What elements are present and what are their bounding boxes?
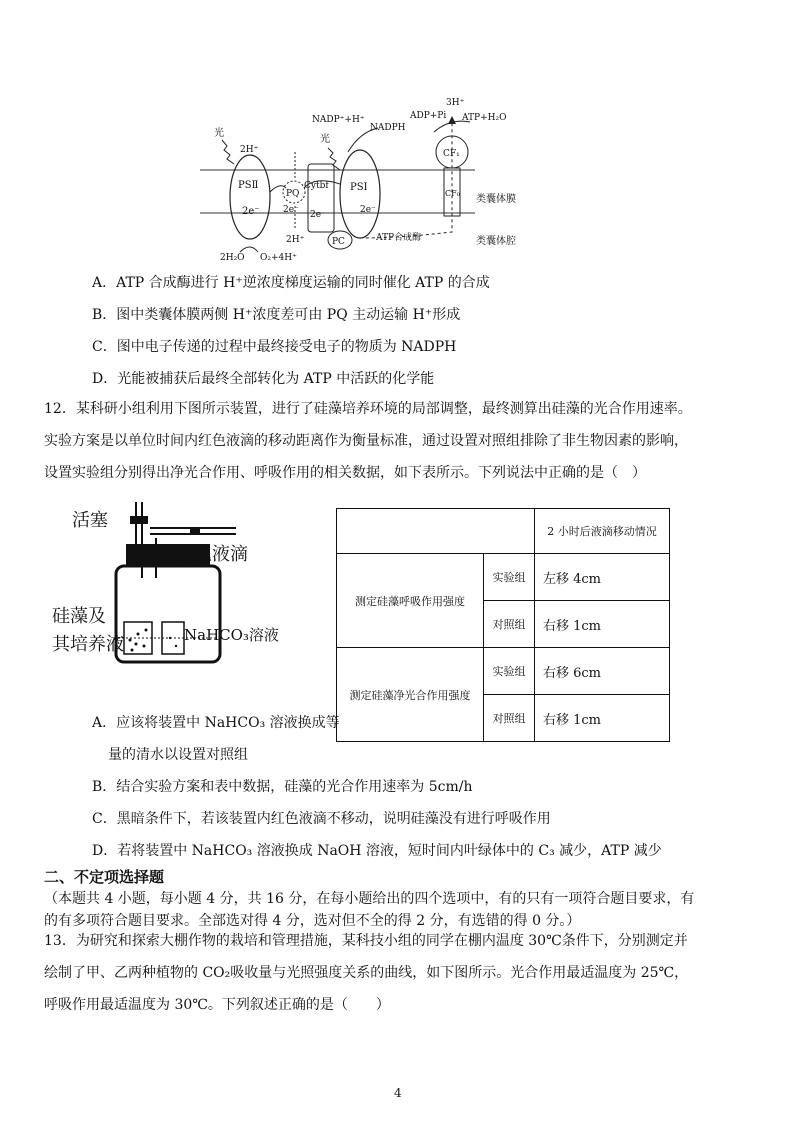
light1-label: 光 bbox=[214, 128, 224, 139]
q11-option-c: C．图中电子传递的过程中最终接受电子的物质为 NADPH bbox=[92, 339, 457, 355]
row-value: 右移 1cm bbox=[535, 601, 670, 648]
e-cyt-label: 2e⁻ bbox=[310, 210, 326, 220]
three-h-label: 3H⁺ bbox=[446, 98, 465, 108]
cf0-label: CF₀ bbox=[445, 189, 460, 198]
group-name: 测定硅藻呼吸作用强度 bbox=[337, 554, 484, 648]
valve-label: 活塞 bbox=[72, 510, 108, 531]
e-ps1-label: 2e⁻ bbox=[360, 205, 376, 215]
section-title: 二、不定项选择题 bbox=[44, 868, 165, 886]
two-h-top-label: 2H⁺ bbox=[240, 145, 259, 155]
section-note-1: （本题共 4 小题，每小题 4 分，共 16 分，在每小题给出的四个选项中，有的只有一项符合题目要求，有 bbox=[44, 891, 695, 907]
atp-h2o-label: ATP+H₂O bbox=[462, 113, 507, 123]
h2o-label: 2H₂O bbox=[220, 253, 245, 263]
row-value: 右移 1cm bbox=[535, 695, 670, 742]
cf1-label: CF₁ bbox=[443, 149, 460, 159]
solution-label: NaHCO₃溶液 bbox=[184, 626, 279, 644]
ps1-label: PSⅠ bbox=[350, 182, 368, 193]
page-number: 4 bbox=[394, 1086, 402, 1100]
q13-line-1: 13．为研究和探索大棚作物的栽培和管理措施，某科技小组的同学在棚内温度 30℃条件下，分别测定并 bbox=[44, 933, 688, 949]
row-value: 左移 4cm bbox=[535, 554, 670, 601]
table-header: 2 小时后液滴移动情况 bbox=[535, 509, 670, 554]
q12-option-a-cont: 量的清水以设置对照组 bbox=[108, 747, 248, 763]
table-row bbox=[337, 648, 670, 695]
q12-option-b: B．结合实验方案和表中数据，硅藻的光合作用速率为 5cm/h bbox=[92, 779, 473, 795]
cytbf-label: Cytbf bbox=[304, 181, 329, 191]
q12-line-3: 设置实验组分别得出净光合作用、呼吸作用的相关数据，如下表所示。下列说法中正确的是（ ） bbox=[44, 465, 646, 481]
row-type: 对照组 bbox=[484, 695, 535, 742]
row-type: 实验组 bbox=[484, 554, 535, 601]
e-pq-label: 2e⁻ bbox=[283, 205, 299, 215]
adp-pi-label: ADP+Pi bbox=[410, 111, 447, 121]
light2-label: 光 bbox=[320, 134, 330, 145]
atp-synthase-label: ATP合成酶 bbox=[376, 233, 422, 243]
group-name: 测定硅藻净光合作用强度 bbox=[337, 648, 484, 742]
q13-line-2: 绘制了甲、乙两种植物的 CO₂吸收量与光照强度关系的曲线，如下图所示。光合作用最适温度为 25℃， bbox=[44, 965, 689, 981]
row-type: 实验组 bbox=[484, 648, 535, 695]
table-row bbox=[337, 554, 670, 601]
ps2-label: PSⅡ bbox=[238, 180, 259, 191]
pq-label: PQ bbox=[286, 189, 300, 199]
q11-option-d: D．光能被捕获后最终全部转化为 ATP 中活跃的化学能 bbox=[92, 371, 435, 387]
o2-label: O₂+4H⁺ bbox=[260, 253, 297, 263]
red-drop-mark bbox=[190, 528, 200, 534]
q12-option-a: A．应该将装置中 NaHCO₃ 溶液换成等 bbox=[92, 715, 340, 731]
bottle-body bbox=[116, 566, 220, 662]
q13-line-3: 呼吸作用最适温度为 30℃。下列叙述正确的是（ ） bbox=[44, 997, 390, 1013]
membrane-label: 类囊体膜 bbox=[476, 194, 516, 205]
section-note-2: 的有多项符合题目要求。全部选对得 4 分，选对但不全的得 2 分，有选错的得 0 分。） bbox=[44, 913, 581, 929]
q11-option-a: A．ATP 合成酶进行 H⁺逆浓度梯度运输的同时催化 ATP 的合成 bbox=[92, 275, 490, 291]
pc-label: PC bbox=[332, 237, 345, 247]
e-ps2-label: 2e⁻ bbox=[242, 206, 260, 217]
nadph-label: NADPH bbox=[370, 123, 406, 133]
q12-line-1: 12．某科研小组利用下图所示装置，进行了硅藻培养环境的局部调整，最终测算出硅藻的光合作用速率。 bbox=[44, 401, 692, 417]
algae-label-1: 硅藻及 bbox=[52, 606, 106, 627]
nadp-h-label: NADP⁺+H⁺ bbox=[312, 115, 365, 125]
red-drop-label: 红色液滴 bbox=[176, 544, 248, 565]
apparatus-diagram bbox=[50, 498, 310, 668]
algae-label-2: 其培养液 bbox=[52, 634, 124, 655]
row-value: 右移 6cm bbox=[535, 648, 670, 695]
q12-option-c: C．黑暗条件下，若该装置内红色液滴不移动，说明硅藻没有进行呼吸作用 bbox=[92, 811, 551, 827]
results-table bbox=[336, 508, 670, 742]
cytbf-complex bbox=[308, 164, 334, 232]
ps1-complex bbox=[340, 150, 380, 238]
table-header-row bbox=[337, 509, 670, 554]
ps2-complex bbox=[230, 155, 270, 239]
lumen-label: 类囊体腔 bbox=[476, 236, 516, 247]
q12-line-2: 实验方案是以单位时间内红色液滴的移动距离作为衡量标准，通过设置对照组排除了非生物因素的影响， bbox=[44, 433, 688, 449]
q12-option-d: D．若将装置中 NaHCO₃ 溶液换成 NaOH 溶液，短时间内叶绿体中的 C₃ 减少，ATP 减少 bbox=[92, 843, 662, 859]
two-h-bottom-label: 2H⁺ bbox=[286, 235, 305, 245]
q11-option-b: B．图中类囊体膜两侧 H⁺浓度差可由 PQ 主动运输 H⁺形成 bbox=[92, 307, 461, 323]
row-type: 对照组 bbox=[484, 601, 535, 648]
thylakoid-diagram bbox=[200, 92, 560, 264]
